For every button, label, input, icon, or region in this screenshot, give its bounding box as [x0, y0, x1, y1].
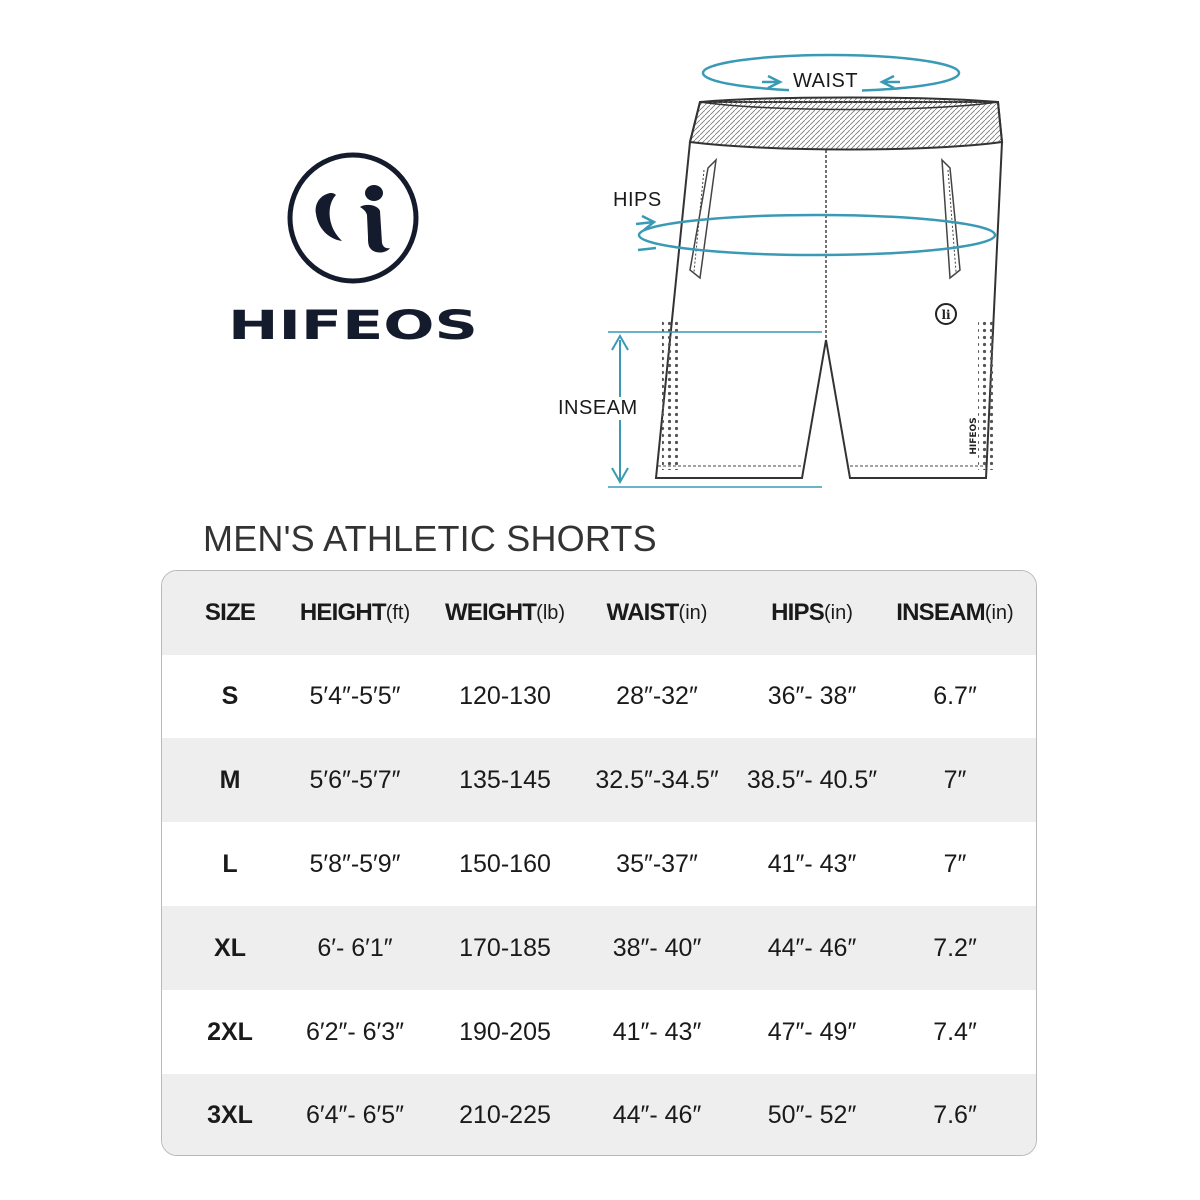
- cell-weight: 120-130: [459, 682, 551, 710]
- cell-weight: 135-145: [459, 765, 551, 794]
- cell-hips: 44″- 46″: [767, 933, 857, 962]
- cell-inseam: 6.7″: [933, 682, 977, 710]
- waist-label: WAIST: [789, 70, 862, 93]
- table-header-row: [162, 571, 1036, 655]
- cell-size: 2XL: [207, 1017, 253, 1046]
- cell-hips: 50″- 52″: [767, 1101, 857, 1129]
- header-size: SIZE: [204, 599, 256, 626]
- table-row: [162, 738, 1036, 822]
- cell-size: XL: [214, 933, 246, 962]
- shorts-outline: [656, 102, 1002, 478]
- cell-size: L: [222, 849, 238, 878]
- cell-weight: 210-225: [459, 1101, 551, 1129]
- cell-height: 6′- 6′1″: [317, 933, 393, 962]
- inseam-label: INSEAM: [558, 397, 638, 419]
- cell-height: 5′6″-5′7″: [309, 765, 401, 794]
- cell-waist: 32.5″-34.5″: [595, 765, 719, 794]
- cell-hips: 36″- 38″: [767, 682, 857, 710]
- cell-hips: 38.5″- 40.5″: [746, 765, 878, 794]
- cell-inseam: 7″: [943, 849, 967, 878]
- cell-waist: 35″-37″: [616, 849, 698, 878]
- header-height: HEIGHT (ft): [299, 599, 411, 626]
- cell-weight: 170-185: [459, 933, 551, 962]
- cell-weight: 190-205: [459, 1017, 551, 1046]
- shorts-illustration: [540, 40, 1020, 510]
- cell-hips: 47″- 49″: [767, 1017, 857, 1046]
- cell-weight: 150-160: [459, 849, 551, 878]
- cell-size: S: [221, 682, 239, 710]
- header-hips: HIPS (in): [771, 599, 853, 626]
- cell-height: 6′4″- 6′5″: [306, 1101, 404, 1129]
- brand-wordmark: [226, 307, 480, 343]
- garment-logo-text: li: [941, 308, 951, 322]
- cell-inseam: 7″: [943, 765, 967, 794]
- cell-inseam: 7.2″: [933, 933, 977, 962]
- cell-waist: 41″- 43″: [612, 1017, 702, 1046]
- cell-waist: 38″- 40″: [612, 933, 702, 962]
- shorts-measurement-diagram: [540, 40, 1020, 510]
- cell-size: 3XL: [207, 1101, 253, 1129]
- header-waist: WAIST (in): [606, 599, 708, 626]
- header-inseam: INSEAM (in): [896, 599, 1014, 626]
- table-row: [162, 655, 1036, 738]
- garment-brand-text: HIFEOS: [969, 417, 979, 455]
- cell-height: 6′2″- 6′3″: [306, 1017, 404, 1046]
- table-row: [162, 990, 1036, 1074]
- cell-height: 5′4″-5′5″: [309, 682, 401, 710]
- chart-title: MEN'S ATHLETIC SHORTS: [203, 518, 657, 559]
- header-weight: WEIGHT (lb): [444, 599, 566, 626]
- cell-size: M: [219, 765, 241, 794]
- cell-inseam: 7.4″: [933, 1017, 977, 1046]
- brand-emblem-logo: [286, 151, 420, 285]
- hips-label: HIPS: [613, 189, 662, 211]
- table-row: [162, 1074, 1036, 1156]
- cell-waist: 28″-32″: [616, 682, 698, 710]
- table-row: [162, 822, 1036, 906]
- table-row: [162, 906, 1036, 990]
- cell-hips: 41″- 43″: [767, 849, 857, 878]
- cell-inseam: 7.6″: [933, 1101, 977, 1129]
- size-chart-table: [161, 570, 1037, 1156]
- cell-height: 5′8″-5′9″: [309, 849, 401, 878]
- cell-waist: 44″- 46″: [612, 1101, 702, 1129]
- brand-wordmark-text: HIFEOS: [228, 307, 478, 343]
